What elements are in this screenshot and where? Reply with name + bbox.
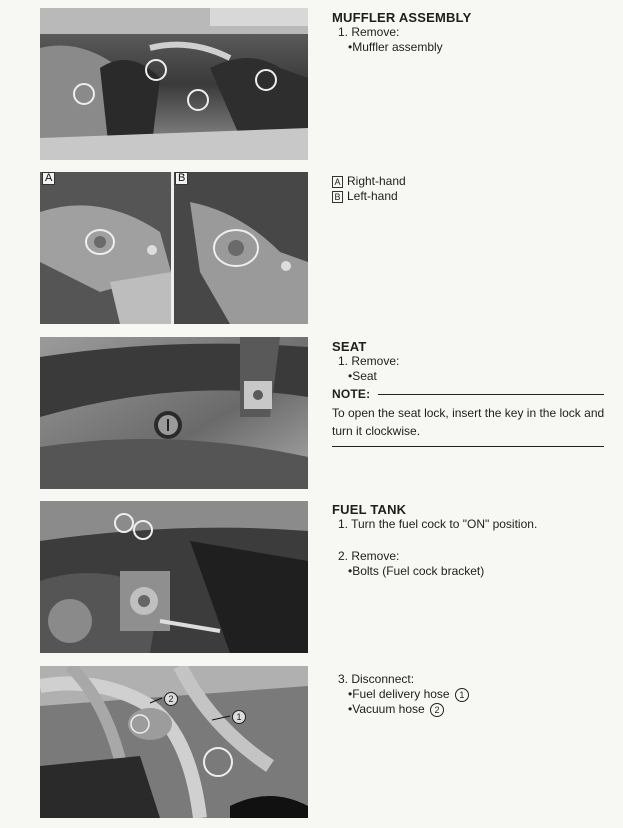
muffler-step-1: 1. Remove: [338,25,400,39]
seat-section [332,339,612,384]
seat-item: •Seat [348,369,377,383]
note-heading: NOTE: [332,387,371,401]
fuel-tank-step-1: 1. Turn the fuel cock to "ON" position. [338,517,538,531]
seat-heading: SEAT [332,339,367,354]
box-letter-a: A [332,176,343,188]
seat-step-1: 1. Remove: [338,354,400,368]
photo-muffler-assembly [40,8,308,160]
box-letter-b: B [332,191,343,203]
fuel-tank-section [332,502,612,532]
fuel-delivery-hose-label: •Fuel delivery hose [348,687,450,701]
callout-2: 2 [164,692,178,706]
note-text: To open the seat lock, insert the key in the lock and turn it clockwise. [332,406,605,438]
fuel-tank-step-3-block [332,672,612,717]
vacuum-hose-label: •Vacuum hose [348,702,425,716]
photo-fuel-cock [40,501,308,653]
note-top-rule [378,394,604,395]
panel-label-a: A [42,172,55,185]
photo-right-left-hand [40,172,308,324]
fuel-delivery-hose-number: 1 [455,688,469,702]
vacuum-hose-item [348,702,612,717]
legend-left-hand-label: Left-hand [347,189,398,203]
fuel-tank-step-2-block [332,549,612,579]
fuel-delivery-hose-item [348,687,612,702]
note-bottom-rule [332,446,604,447]
photo-seat [40,337,308,489]
fuel-tank-step-2: 2. Remove: [338,549,400,563]
fuel-tank-step-3: 3. Disconnect: [338,672,415,686]
hand-legend [332,174,612,204]
muffler-section [332,10,612,55]
legend-right-hand [332,174,612,189]
vacuum-hose-number: 2 [430,703,444,717]
callout-1: 1 [232,710,246,724]
panel-label-b: B [175,172,188,185]
muffler-item: •Muffler assembly [348,40,443,54]
fuel-tank-heading: FUEL TANK [332,502,407,517]
fuel-tank-item-2: •Bolts (Fuel cock bracket) [348,564,485,578]
muffler-heading: MUFFLER ASSEMBLY [332,10,472,25]
legend-right-hand-label: Right-hand [347,174,406,188]
legend-left-hand [332,189,612,204]
photo-fuel-hoses [40,666,308,818]
